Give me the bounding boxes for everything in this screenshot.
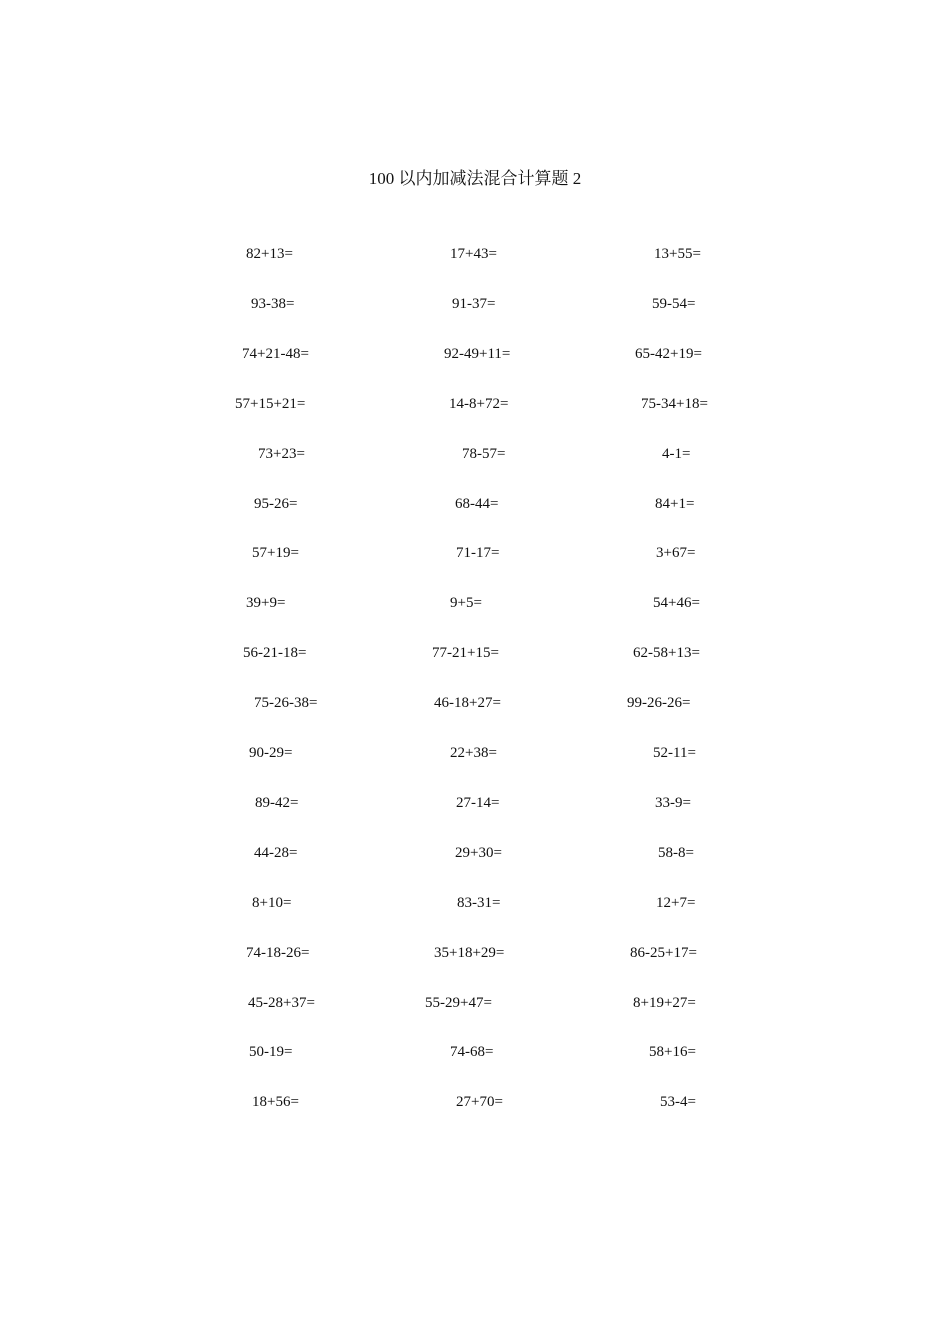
problem-r18-c3: 53-4= — [660, 1094, 696, 1110]
problem-r11-c3: 52-11= — [653, 745, 696, 761]
problem-r14-c1: 8+10= — [252, 895, 292, 911]
problem-r5-c2: 78-57= — [462, 446, 506, 462]
problem-r11-c1: 90-29= — [249, 745, 293, 761]
problem-r17-c2: 74-68= — [450, 1044, 494, 1060]
problem-r4-c2: 14-8+72= — [449, 396, 509, 412]
problem-r5-c1: 73+23= — [258, 446, 305, 462]
problem-r15-c2: 35+18+29= — [434, 945, 505, 961]
problem-r14-c2: 83-31= — [457, 895, 501, 911]
problem-r16-c2: 55-29+47= — [425, 995, 492, 1011]
problem-r4-c3: 75-34+18= — [641, 396, 708, 412]
problem-r3-c2: 92-49+11= — [444, 346, 511, 362]
problem-r8-c1: 39+9= — [246, 595, 286, 611]
problem-r12-c1: 89-42= — [255, 795, 299, 811]
problem-r8-c3: 54+46= — [653, 595, 700, 611]
problem-r15-c1: 74-18-26= — [246, 945, 310, 961]
problem-r3-c3: 65-42+19= — [635, 346, 702, 362]
problem-r13-c2: 29+30= — [455, 845, 502, 861]
problem-r2-c1: 93-38= — [251, 296, 295, 312]
problem-r16-c3: 8+19+27= — [633, 995, 696, 1011]
problem-r3-c1: 74+21-48= — [242, 346, 309, 362]
problem-r12-c3: 33-9= — [655, 795, 691, 811]
problem-r10-c2: 46-18+27= — [434, 695, 501, 711]
problem-r14-c3: 12+7= — [656, 895, 696, 911]
problem-r9-c1: 56-21-18= — [243, 645, 307, 661]
problem-r10-c1: 75-26-38= — [254, 695, 318, 711]
problem-r7-c2: 71-17= — [456, 545, 500, 561]
problem-r1-c3: 13+55= — [654, 246, 701, 262]
problem-r10-c3: 99-26-26= — [627, 695, 691, 711]
problem-r1-c1: 82+13= — [246, 246, 293, 262]
problem-r18-c1: 18+56= — [252, 1094, 299, 1110]
problem-r15-c3: 86-25+17= — [630, 945, 697, 961]
problem-r17-c3: 58+16= — [649, 1044, 696, 1060]
page-title: 100 以内加减法混合计算题 2 — [368, 169, 582, 188]
problem-r6-c2: 68-44= — [455, 496, 499, 512]
problem-r2-c2: 91-37= — [452, 296, 496, 312]
problem-r8-c2: 9+5= — [450, 595, 482, 611]
problem-r9-c2: 77-21+15= — [432, 645, 499, 661]
problem-r13-c3: 58-8= — [658, 845, 694, 861]
problem-r5-c3: 4-1= — [662, 446, 691, 462]
problem-r1-c2: 17+43= — [450, 246, 497, 262]
problem-r6-c1: 95-26= — [254, 496, 298, 512]
problem-r9-c3: 62-58+13= — [633, 645, 700, 661]
problem-r6-c3: 84+1= — [655, 496, 695, 512]
problem-r16-c1: 45-28+37= — [248, 995, 315, 1011]
problem-r13-c1: 44-28= — [254, 845, 298, 861]
problem-r18-c2: 27+70= — [456, 1094, 503, 1110]
problem-r17-c1: 50-19= — [249, 1044, 293, 1060]
problem-r12-c2: 27-14= — [456, 795, 500, 811]
problem-r2-c3: 59-54= — [652, 296, 696, 312]
problem-r4-c1: 57+15+21= — [235, 396, 306, 412]
problem-r7-c3: 3+67= — [656, 545, 696, 561]
problem-r11-c2: 22+38= — [450, 745, 497, 761]
problem-r7-c1: 57+19= — [252, 545, 299, 561]
